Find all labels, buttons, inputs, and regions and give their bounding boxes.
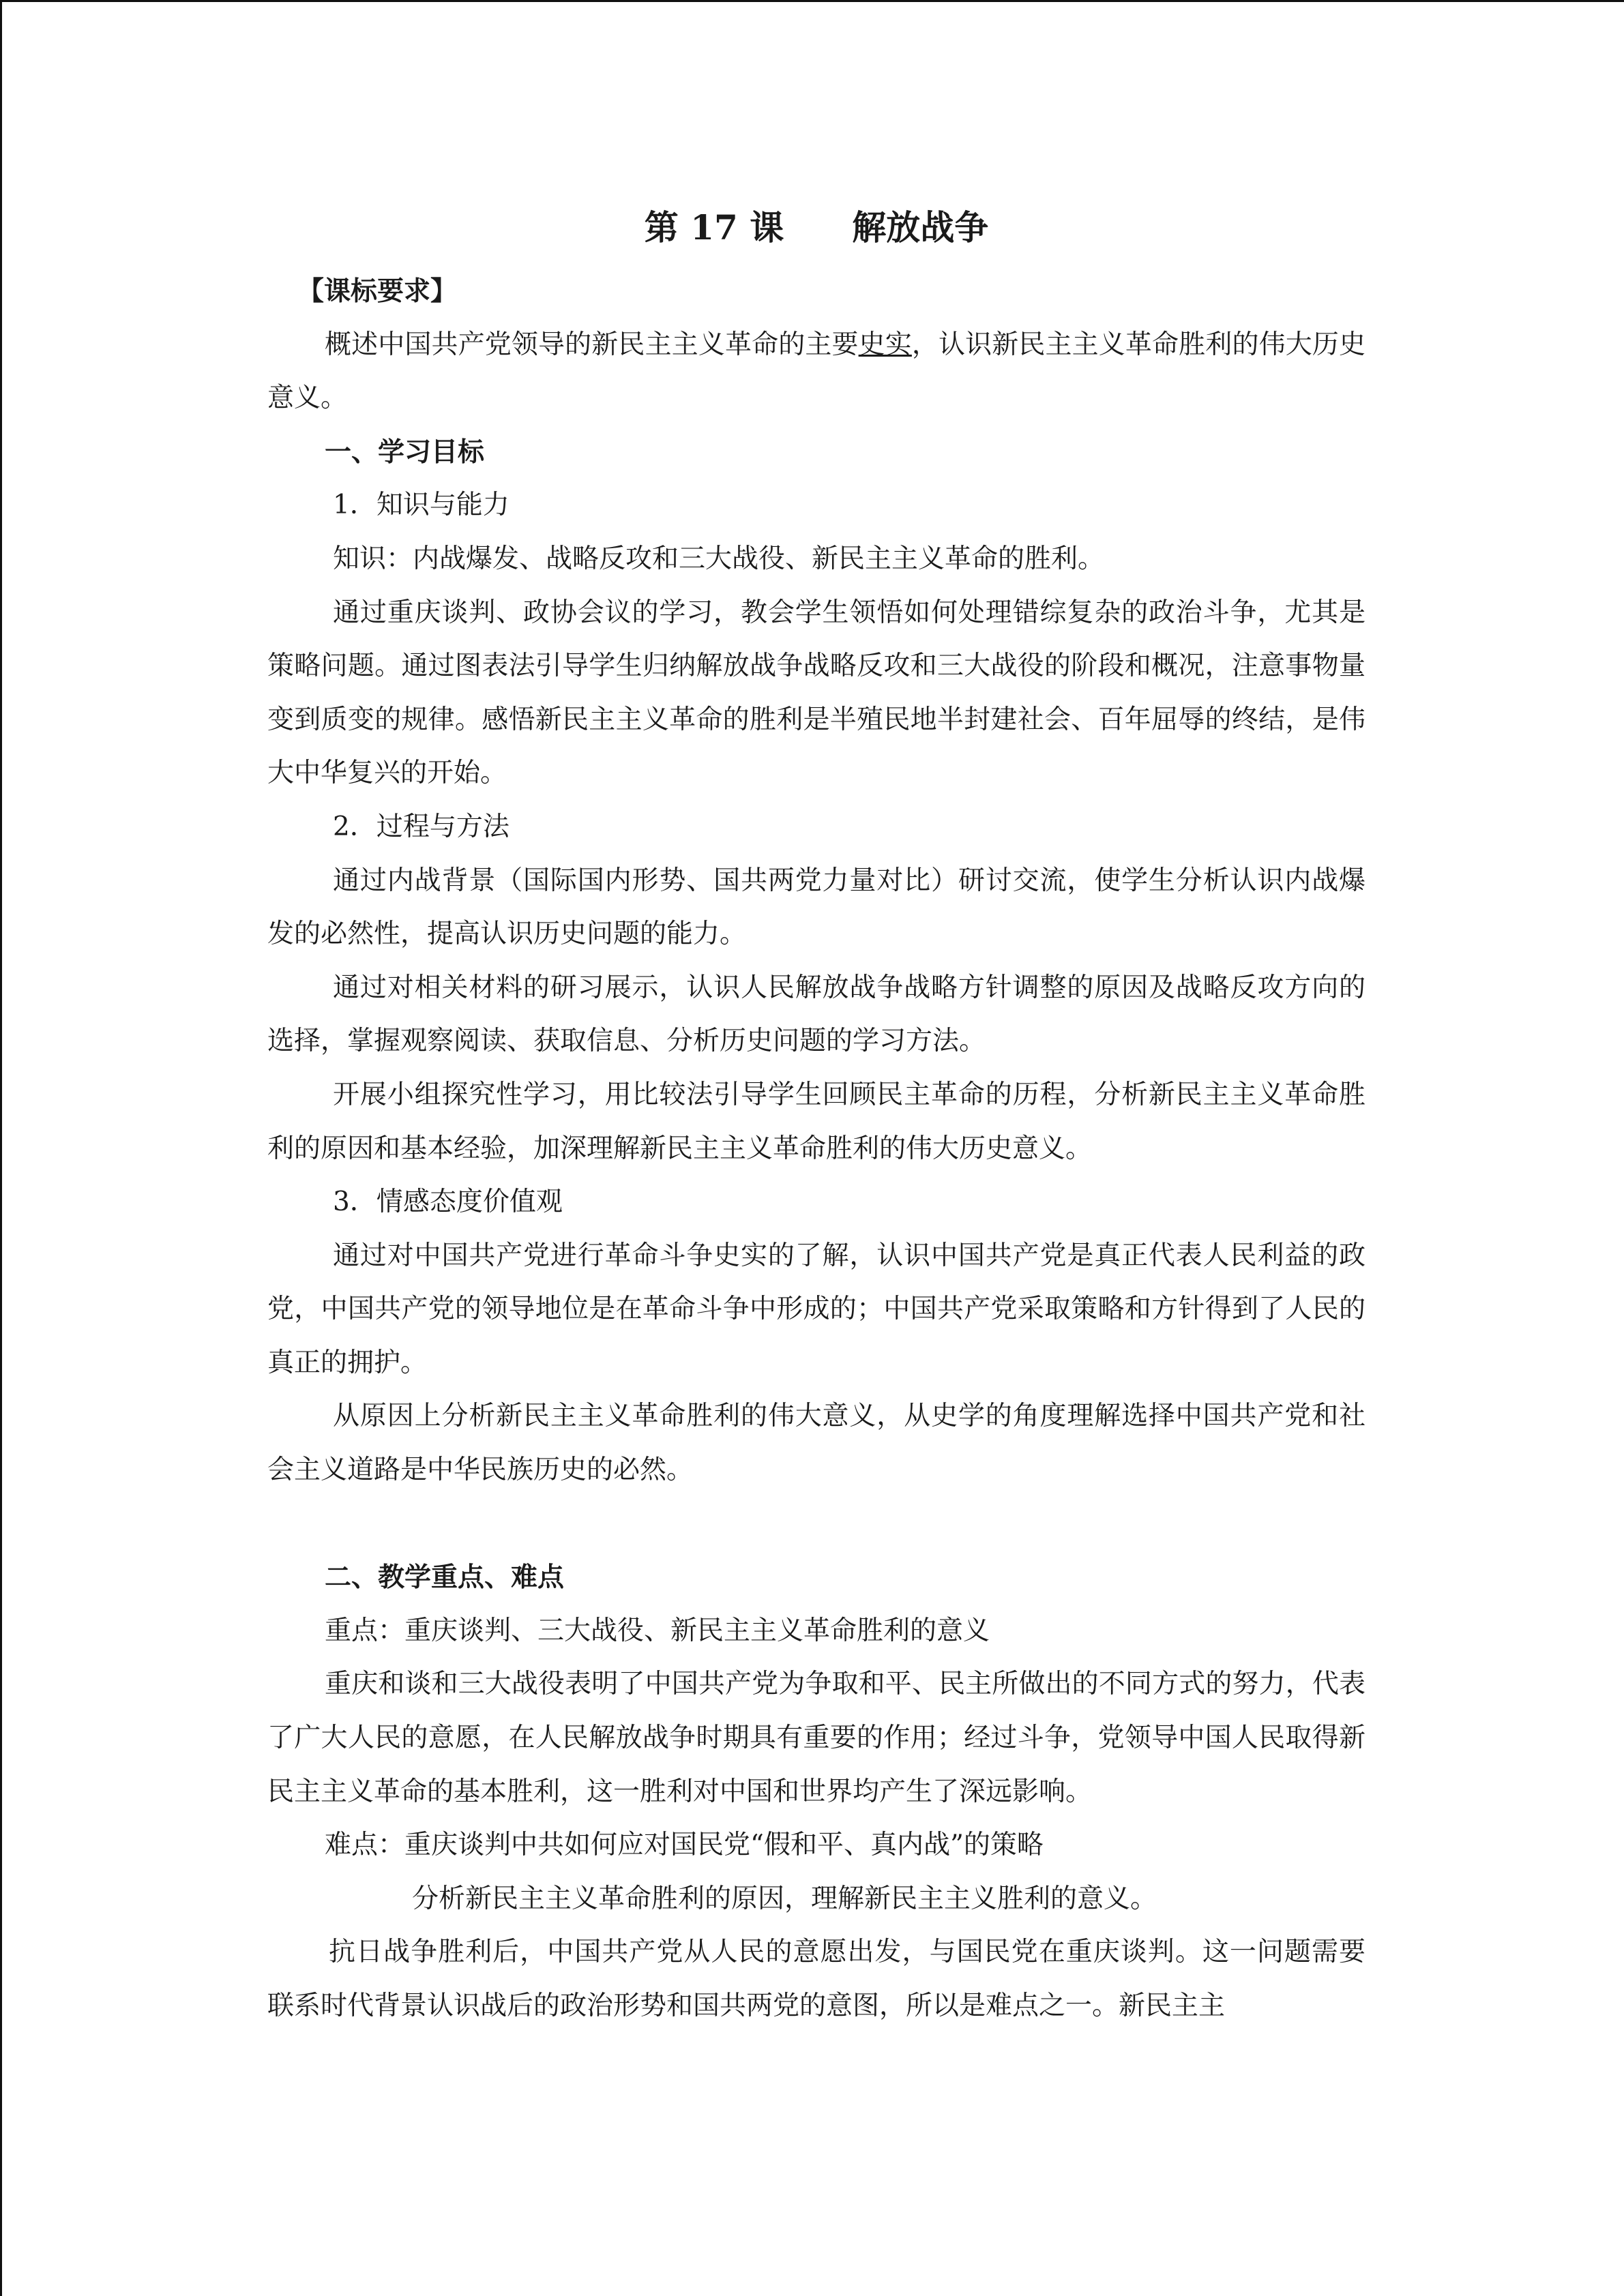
document-body (267, 191, 1365, 2033)
kebiao-paragraph (267, 318, 1365, 426)
key-point: 重点：重庆谈判、三大战役、新民主主义革命胜利的意义 (325, 1615, 990, 1646)
difficult-point-2: 分析新民主主义革命胜利的原因，理解新民主主义胜利的意义。 (412, 1883, 1157, 1914)
kebiao-text-a: 概述中国共产党领导的新民主主义革命的主要 (325, 329, 859, 360)
sub2-paragraph-3: 开展小组探究性学习，用比较法引导学生回顾民主革命的历程，分析新民主主义革命胜利的原因和基本经验，加深理解新民主主义革命胜利的伟大历史意义。 (267, 1079, 1365, 1164)
sub1-knowledge: 知识：内战爆发、战略反攻和三大战役、新民主主义革命的胜利。 (333, 543, 1105, 574)
sub3-paragraph-2: 从原因上分析新民主主义革命胜利的伟大意义，从史学的角度理解选择中国共产党和社会主义道路是中华民族历史的必然。 (267, 1401, 1365, 1486)
page-left-border (0, 0, 2, 2296)
page-top-border (0, 0, 1624, 2)
sub1-paragraph: 通过重庆谈判、政协会议的学习，教会学生领悟如何处理错综复杂的政治斗争，尤其是策略问题。通过图表法引导学生归纳解放战争战略反攻和三大战役的阶段和概况，注意事物量变到质变的规律。感悟新民主主义革命的胜利是半殖民地半封建社会、百年屈辱的终结，是伟大中华复兴的开始。 (267, 597, 1365, 789)
sub1-heading: 1．知识与能力 (333, 490, 510, 521)
sub3-heading: 3．情感态度价值观 (333, 1187, 563, 1218)
section2-heading: 二、教学重点、难点 (325, 1562, 565, 1594)
difficult-paragraph: 抗日战争胜利后，中国共产党从人民的意愿出发，与国民党在重庆谈判。这一问题需要联系时代背景认识战后的政治形势和国共两党的意图，所以是难点之一。新民主主 (267, 1937, 1365, 2021)
blank-line (267, 1497, 1365, 1551)
kebiao-text-b: ，认识新民主主义革命胜利的伟大历史意义。 (267, 329, 1365, 414)
difficult-point: 难点：重庆谈判中共如何应对国民党“假和平、真内战”的策略 (325, 1830, 1044, 1861)
key-paragraph: 重庆和谈和三大战役表明了中国共产党为争取和平、民主所做出的不同方式的努力，代表了广大人民的意愿，在人民解放战争时期具有重要的作用；经过斗争，党领导中国人民取得新民主主义革命的基本胜利，这一胜利对中国和世界均产生了深远影响。 (267, 1669, 1365, 1807)
sub2-heading: 2．过程与方法 (333, 811, 510, 842)
sub2-paragraph-2: 通过对相关材料的研习展示，认识人民解放战争战略方针调整的原因及战略反攻方向的选择，掌握观察阅读、获取信息、分析历史问题的学习方法。 (267, 972, 1365, 1057)
kebiao-text-underlined: 史实 (858, 329, 912, 360)
sub2-paragraph-1: 通过内战背景（国际国内形势、国共两党力量对比）研讨交流，使学生分析认识内战爆发的必然性，提高认识历史问题的能力。 (267, 865, 1365, 950)
kebiao-heading: 【课标要求】 (297, 275, 458, 307)
section1-heading: 一、学习目标 (325, 436, 485, 468)
lesson-title: 第 17 课 解放战争 (644, 207, 989, 248)
sub3-paragraph-1: 通过对中国共产党进行革命斗争史实的了解，认识中国共产党是真正代表人民利益的政党，中国共产党的领导地位是在革命斗争中形成的；中国共产党采取策略和方针得到了人民的真正的拥护。 (267, 1240, 1365, 1378)
